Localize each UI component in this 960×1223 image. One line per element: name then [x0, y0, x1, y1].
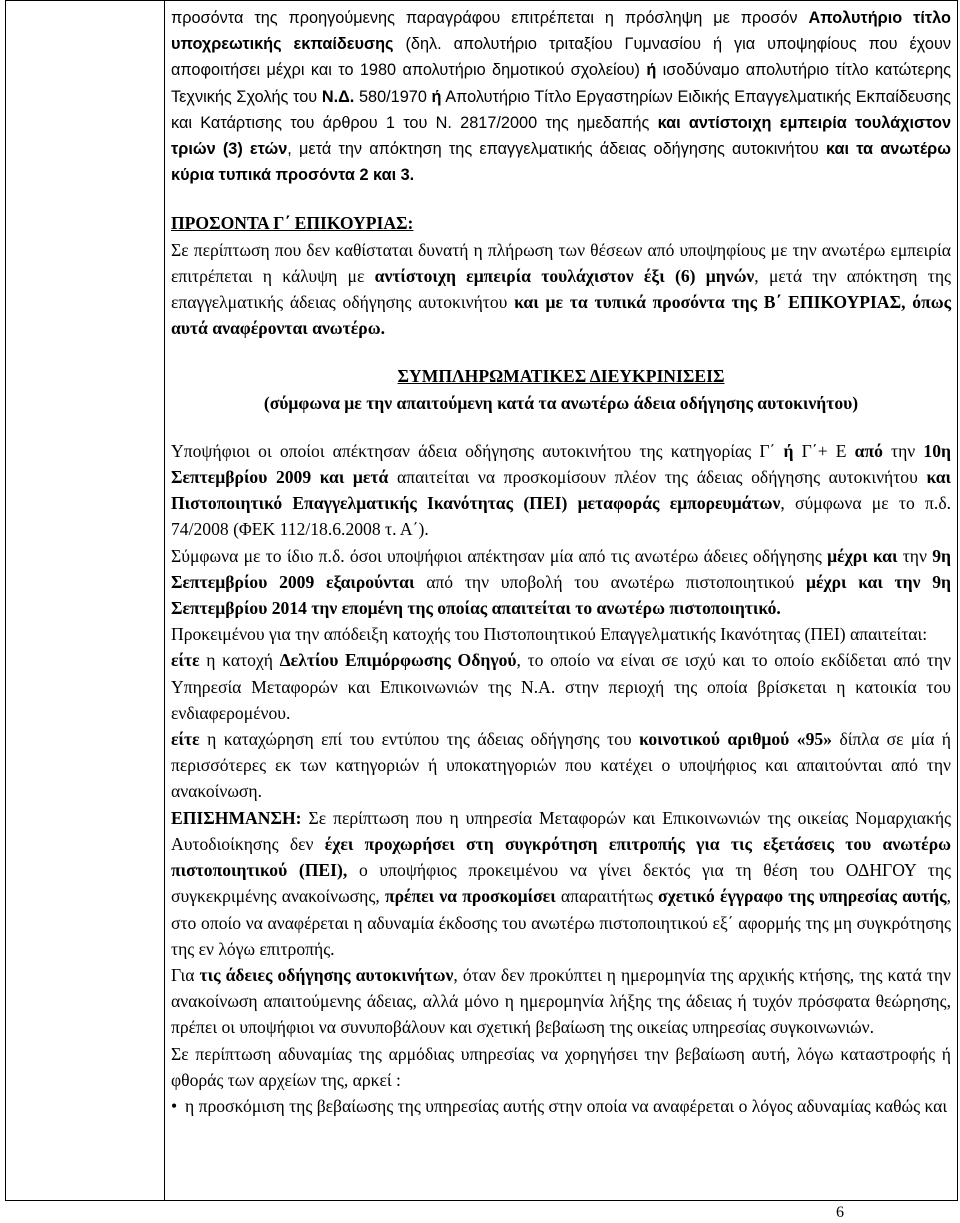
pei-requirement-paragraph: Προκειμένου για την απόδειξη κατοχής του Πιστοποιητικού Επαγγελματικής Ικανότητας (ΠΕΙ) απαιτείται: [171, 624, 928, 645]
text-run: 580/1970 [354, 87, 432, 106]
text-run: δίπλα σε μία ή περισσότερες εκ των κατηγοριών ή υποκατηγοριών που κατέχει ο υποψήφιος και απαιτούνται από την ανακοίνωση. [171, 729, 951, 802]
text-run: Σε περίπτωση που η υπηρεσία Μεταφορών και Επικοινωνιών της οικείας Νομαρχιακής Αυτοδιοίκησης δεν [171, 807, 951, 854]
text-run: προσόντα της προηγούμενης παραγράφου επιτρέπεται η πρόσληψη με προσόν [171, 9, 809, 27]
text-run: απαραιτήτως [555, 886, 658, 907]
bold-text: ή [783, 440, 794, 461]
bold-text: 10η Σεπτεμβρίου 2009 και μετά [171, 440, 951, 488]
bold-text: Απολυτήριο τίτλο υποχρεωτικής εκπαίδευσης [171, 9, 951, 54]
bold-text: και Πιστοποιητικό Επαγγελματικής Ικανότητας (ΠΕΙ) μεταφοράς εμπορευμάτων [171, 467, 951, 514]
bold-text: μέχρι και [827, 545, 898, 566]
bold-text: και αντίστοιχη εμπειρία τουλάχιστον τριών (3) ετών [171, 113, 951, 159]
bold-text: σχετικό έγγραφο της υπηρεσίας αυτής [658, 886, 947, 907]
text-run: ο υποψήφιος προκειμένου να γίνει δεκτός για τη θέση του ΟΔΗΓΟΥ της συγκεκριμένης ανακοίνωσης, [171, 860, 951, 907]
text-run: Σύμφωνα με το ίδιο π.δ. όσοι υποψήφιοι απέκτησαν μία από τις ανωτέρω άδειες οδήγησης [171, 545, 828, 566]
bullet-text: η προσκόμιση της βεβαίωσης της υπηρεσίας αυτής στην οποία να αναφέρεται ο λόγος αδυναμίας καθώς και [185, 1095, 948, 1116]
text-run: την [897, 545, 933, 566]
bold-text: από [854, 440, 883, 461]
bold-text: Δελτίου Επιμόρφωσης Οδηγού [279, 650, 517, 671]
text-run: η καταχώρηση επί του εντύπου της άδειας οδήγησης του [199, 729, 640, 750]
inability-paragraph: Σε περίπτωση αδυναμίας της αρμόδιας υπηρεσίας να χορηγήσει την βεβαίωση αυτή, λόγω καταστροφής ή φθοράς των αρχείων της, αρκεί : [171, 1043, 951, 1090]
section-subtitle: (σύμφωνα με την απαιτούμενη κατά τα ανωτέρω άδεια οδήγησης αυτοκινήτου) [263, 392, 859, 413]
page-number: 6 [836, 1204, 844, 1221]
bold-text: κοινοτικού αριθμού «95» [639, 729, 832, 750]
option-code-95 [171, 726, 951, 805]
bold-text: έχει προχωρήσει στη συγκρότηση επιτροπής για τις εξετάσεις του ανωτέρω πιστοποιητικού (ΠΕΙ), [171, 833, 951, 881]
supplementary-subtitle [171, 390, 951, 416]
text-run: απαιτείται να προσκομίσουν πλέον της άδειας οδήγησης αυτοκινήτου [388, 467, 927, 488]
bullet-item [171, 1093, 951, 1119]
bold-text: είτε [171, 650, 200, 671]
qualifications-paragraph [171, 5, 951, 188]
text-run: ισοδύναμο απολυτήριο τίτλο κατώτερης Τεχνικής Σχολής του [171, 61, 951, 106]
text-run: από την υποβολή του ανωτέρω πιστοποιητικού [414, 571, 807, 592]
bold-text: ή [431, 87, 442, 106]
bold-text: και με τα τυπικά προσόντα της Β΄ ΕΠΙΚΟΥΡΙΑΣ, όπως αυτά αναφέρονται ανωτέρω. [171, 292, 951, 339]
bold-text: αντίστοιχη εμπειρία τουλάχιστον έξι (6) μηνών [374, 265, 755, 286]
bold-text: πρέπει να προσκομίσει [384, 886, 556, 907]
exemption-paragraph [171, 543, 951, 622]
content-column [165, 1, 958, 1201]
bold-text: τις άδειες οδήγησης αυτοκινήτων [199, 964, 454, 985]
section-heading: ΠΡΟΣΟΝΤΑ Γ΄ ΕΠΙΚΟΥΡΙΑΣ: [171, 213, 414, 234]
text-run: , στο οποίο να αναφέρεται η αδυναμία έκδοσης του ανωτέρω πιστοποιητικού εξ΄ αφορμής της μη συγκρότησης της εν λόγω επιτροπής. [171, 886, 951, 959]
bold-text: είτε [171, 729, 200, 750]
empty-left-column [6, 1, 165, 1201]
c-auxiliary-heading [171, 210, 951, 236]
bold-text: Ν.Δ. [321, 87, 355, 106]
text-run: Γ΄+ Ε [793, 440, 855, 461]
supplementary-title [171, 363, 951, 389]
text-run: η κατοχή [199, 650, 280, 671]
bold-text: ΕΠΙΣΗΜΑΝΣΗ: [171, 807, 302, 828]
text-run: , το οποίο να είναι σε ισχύ και το οποίο εκδίδεται από την Υπηρεσία Μεταφορών και Επικοινωνιών της Ν.Α. στην περιοχή της οποία βρίσκεται η κατοικία του ενδιαφερομένου. [171, 650, 951, 723]
text-run: (δηλ. απολυτήριο τριταξίου Γυμνασίου ή για υποψηφίους που έχουν αποφοιτήσει μέχρι και το 1980 απολυτήριο δημοτικού σχολείου) [171, 35, 951, 80]
c-auxiliary-paragraph [171, 237, 951, 342]
option-training-certificate [171, 647, 951, 726]
text-run: Υποψήφιοι οι οποίοι απέκτησαν άδεια οδήγησης αυτοκινήτου της κατηγορίας Γ΄ [171, 440, 784, 461]
text-run: , μετά την απόκτηση της επαγγελματικής άδειας οδήγησης αυτοκινήτου [171, 265, 951, 313]
section-title: ΣΥΜΠΛΗΡΩΜΑΤΙΚΕΣ ΔΙΕΥΚΡΙΝΙΣΕΙΣ [397, 366, 725, 387]
document-table [5, 0, 958, 1201]
bold-text: ή [646, 61, 657, 80]
bold-text: 9η Σεπτεμβρίου 2009 εξαιρούνται [171, 545, 952, 592]
text-run: , όταν δεν προκύπτει η ημερομηνία της αρχικής κτήσης, της κατά την ανακοίνωση απαιτούμενης άδειας, αλλά μόνο η ημερομηνία λήξης της άδειας ή τυχόν πρόσφατα θεώρησης, πρέπει οι υποψήφιοι να συνυποβάλουν και σχετική βεβαίωση της οικείας υπηρεσίας συγκοινωνιών. [171, 964, 951, 1038]
text-run: , σύμφωνα με το π.δ. 74/2008 (ΦΕΚ 112/18.6.2008 τ. Α΄). [171, 493, 952, 540]
notice-paragraph [171, 805, 951, 962]
text-run: Για [171, 964, 200, 985]
bullet-icon: • [171, 1095, 178, 1116]
text-run: την [882, 440, 924, 461]
license-dates-paragraph [171, 962, 951, 1041]
bold-text: και τα ανωτέρω κύρια τυπικά προσόντα 2 και 3. [171, 140, 951, 185]
bold-text: μέχρι και την 9η Σεπτεμβρίου 2014 την επομένη της οποίας απαιτείται το ανωτέρω πιστοποιητικό. [171, 571, 952, 619]
license-paragraph [171, 438, 951, 543]
text-run: , μετά την απόκτηση της επαγγελματικής άδειας οδήγησης αυτοκινήτου [287, 140, 826, 159]
text-run: Σε περίπτωση που δεν καθίσταται δυνατή η πλήρωση των θέσεων από υποψηφίους με την ανωτέρω εμπειρία επιτρέπεται η κάλυψη με [171, 239, 951, 286]
text-run: Απολυτήριο Τίτλο Εργαστηρίων Ειδικής Επαγγελματικής Εκπαίδευσης και Κατάρτισης του άρθρου 1 του Ν. 2817/2000 της ημεδαπής [171, 87, 951, 132]
